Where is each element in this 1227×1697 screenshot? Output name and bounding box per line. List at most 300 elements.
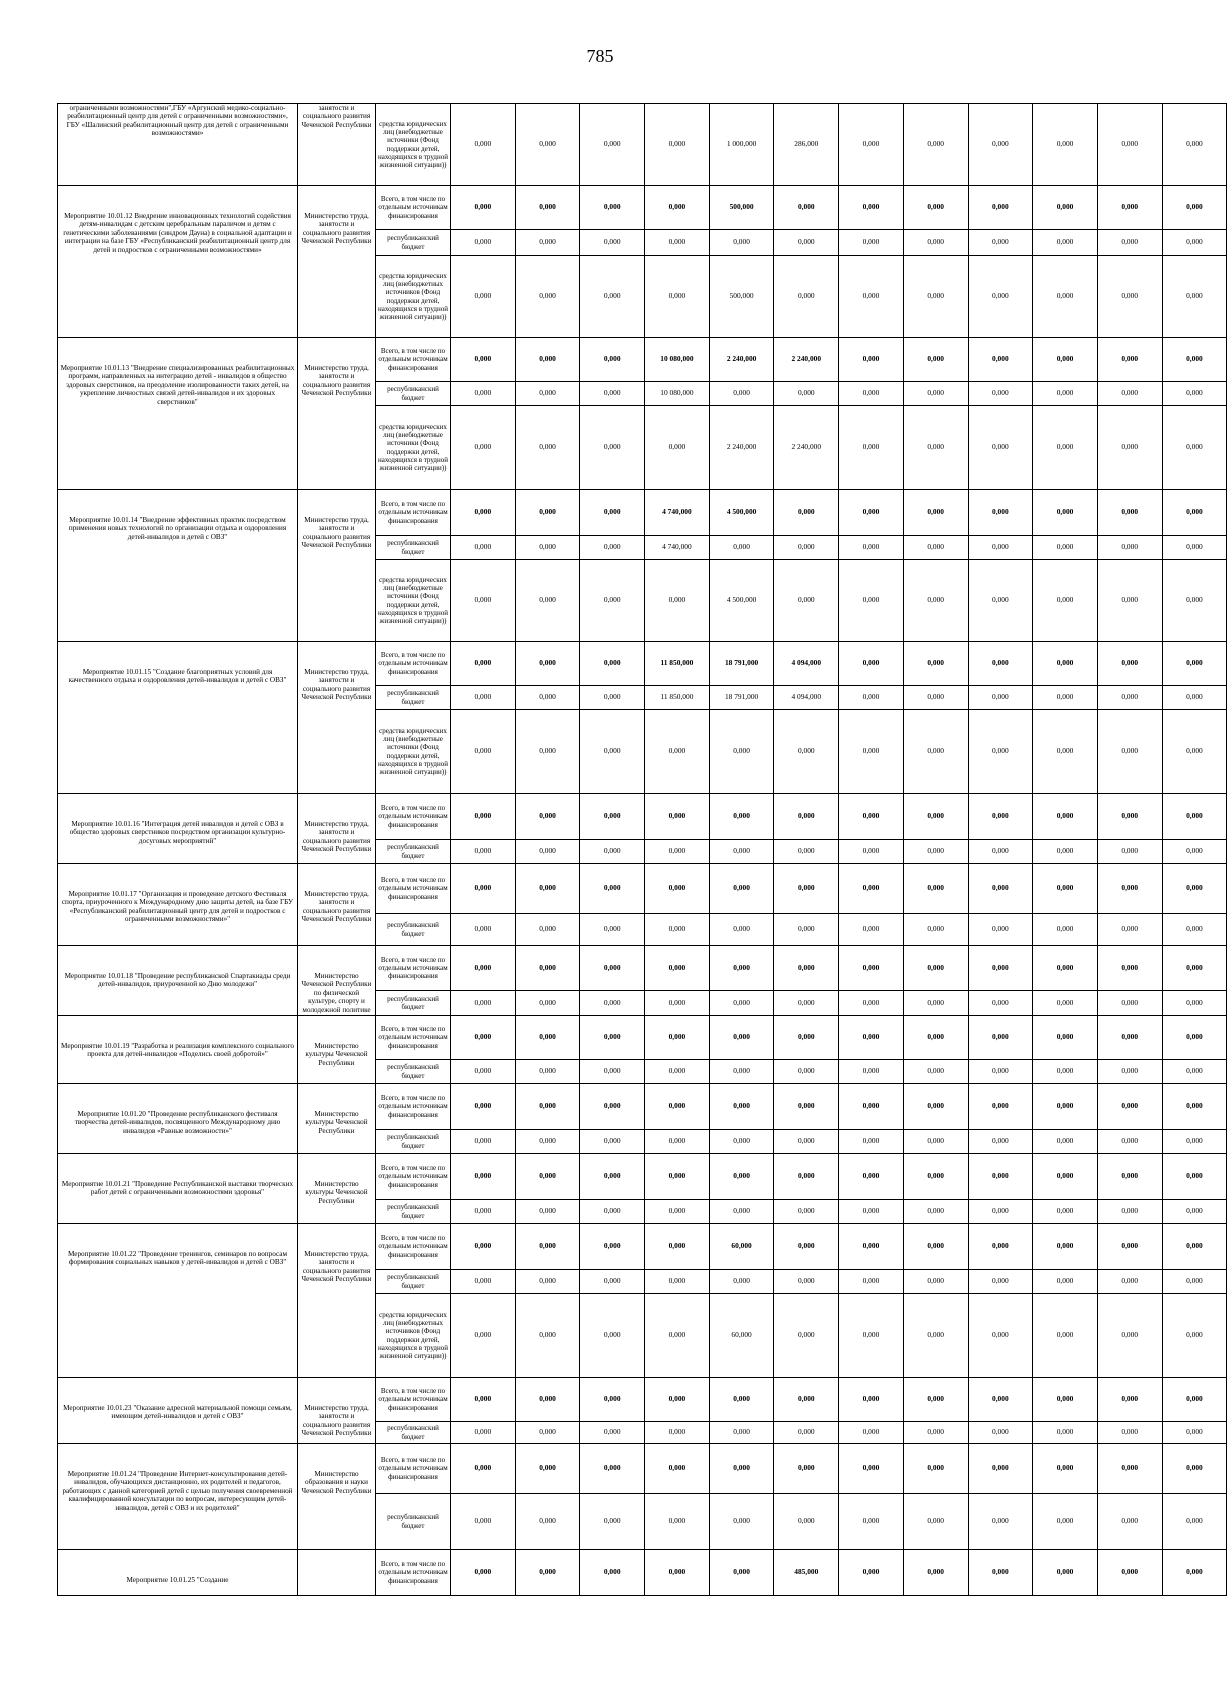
funding-source-cell: республиканский бюджет [376,382,451,406]
amount-cell: 0,000 [1162,914,1227,946]
amount-cell: 0,000 [968,1200,1033,1224]
amount-cell: 0,000 [1033,256,1098,338]
amount-cell: 0,000 [1097,1494,1162,1550]
amount-cell: 0,000 [968,104,1033,186]
measure-cell: Мероприятие 10.01.18 "Проведение республиканской Спартакиады среди детей-инвалидов, приуроченной ко Дню молодежи" [58,946,298,1016]
table-row [58,794,1227,840]
amount-cell: 0,000 [903,1294,968,1378]
amount-cell: 0,000 [774,1378,839,1422]
responsible-cell [298,1550,376,1596]
amount-cell: 0,000 [645,256,710,338]
amount-cell: 0,000 [968,256,1033,338]
amount-cell: 0,000 [968,946,1033,991]
amount-cell: 0,000 [1033,686,1098,710]
amount-cell: 0,000 [839,794,904,840]
amount-cell: 0,000 [968,1444,1033,1494]
amount-cell: 0,000 [451,1294,516,1378]
amount-cell: 0,000 [645,104,710,186]
amount-cell: 0,000 [645,914,710,946]
measure-cell: Мероприятие 10.01.20 "Проведение республиканского фестиваля творчества детей-инвалидов, посвященного Международному дню инвалидов «Равные возможности»" [58,1084,298,1154]
amount-cell: 0,000 [709,1494,774,1550]
amount-cell: 0,000 [515,914,580,946]
amount-cell: 0,000 [709,914,774,946]
funding-source-cell: Всего, в том числе по отдельным источникам финансирования [376,1550,451,1596]
amount-cell: 0,000 [968,1550,1033,1596]
amount-cell: 0,000 [774,186,839,230]
amount-cell: 0,000 [580,338,645,382]
amount-cell: 0,000 [1162,1224,1227,1270]
amount-cell: 0,000 [1097,642,1162,686]
amount-cell: 0,000 [709,1550,774,1596]
funding-source-cell: Всего, в том числе по отдельным источникам финансирования [376,490,451,536]
amount-cell: 0,000 [451,642,516,686]
amount-cell: 0,000 [1162,686,1227,710]
amount-cell: 0,000 [903,642,968,686]
amount-cell: 0,000 [645,864,710,914]
amount-cell: 0,000 [903,490,968,536]
amount-cell: 0,000 [515,1494,580,1550]
amount-cell: 4 094,000 [774,642,839,686]
amount-cell: 0,000 [839,946,904,991]
amount-cell: 0,000 [903,406,968,490]
amount-cell: 0,000 [515,794,580,840]
amount-cell: 0,000 [580,1084,645,1130]
amount-cell: 4 500,000 [709,490,774,536]
amount-cell: 0,000 [515,1270,580,1294]
amount-cell: 0,000 [515,338,580,382]
measure-cell: Мероприятие 10.01.19 "Разработка и реализация комплексного социального проекта для детей-инвалидов «Поделись своей добротой»" [58,1016,298,1084]
page-number: 785 [586,46,614,66]
amount-cell: 0,000 [774,1130,839,1154]
responsible-cell: Министерство труда, занятости и социального развития Чеченской Республики [298,338,376,490]
amount-cell: 0,000 [1097,1130,1162,1154]
amount-cell: 0,000 [709,1016,774,1060]
amount-cell: 0,000 [774,1084,839,1130]
amount-cell: 0,000 [1033,991,1098,1016]
amount-cell: 0,000 [451,914,516,946]
amount-cell: 0,000 [1162,642,1227,686]
amount-cell: 0,000 [968,1130,1033,1154]
amount-cell: 0,000 [515,946,580,991]
amount-cell: 0,000 [774,840,839,864]
amount-cell: 0,000 [451,1200,516,1224]
amount-cell: 0,000 [1097,1224,1162,1270]
amount-cell: 0,000 [903,382,968,406]
responsible-cell: Министерство труда, занятости и социального развития Чеченской Республики [298,642,376,794]
amount-cell: 0,000 [774,1200,839,1224]
amount-cell: 0,000 [580,794,645,840]
amount-cell: 0,000 [580,1224,645,1270]
funding-source-cell: республиканский бюджет [376,536,451,560]
amount-cell: 0,000 [839,104,904,186]
funding-source-cell: Всего, в том числе по отдельным источникам финансирования [376,864,451,914]
amount-cell: 0,000 [1033,382,1098,406]
funding-source-cell: Всего, в том числе по отдельным источникам финансирования [376,1016,451,1060]
responsible-cell: Министерство труда, занятости и социального развития Чеченской Республики [298,864,376,946]
amount-cell: 2 240,000 [774,338,839,382]
amount-cell: 0,000 [774,710,839,794]
amount-cell: 0,000 [839,560,904,642]
amount-cell: 0,000 [839,1378,904,1422]
amount-cell: 0,000 [709,382,774,406]
amount-cell: 0,000 [515,256,580,338]
amount-cell: 0,000 [1097,560,1162,642]
amount-cell: 0,000 [968,710,1033,794]
amount-cell: 0,000 [580,946,645,991]
amount-cell: 4 094,000 [774,686,839,710]
amount-cell: 0,000 [645,1444,710,1494]
amount-cell: 0,000 [903,1270,968,1294]
amount-cell: 60,000 [709,1224,774,1270]
amount-cell: 0,000 [839,406,904,490]
amount-cell: 0,000 [968,686,1033,710]
amount-cell: 0,000 [451,382,516,406]
amount-cell: 0,000 [968,914,1033,946]
funding-source-cell: Всего, в том числе по отдельным источникам финансирования [376,1444,451,1494]
amount-cell: 0,000 [839,1422,904,1444]
responsible-cell: Министерство культуры Чеченской Республики [298,1084,376,1154]
amount-cell: 0,000 [515,1200,580,1224]
amount-cell: 0,000 [709,1154,774,1200]
amount-cell: 0,000 [968,1016,1033,1060]
amount-cell: 0,000 [1162,382,1227,406]
amount-cell: 0,000 [774,1294,839,1378]
amount-cell: 0,000 [645,1270,710,1294]
responsible-cell: Министерство культуры Чеченской Республики [298,1154,376,1224]
amount-cell: 500,000 [709,186,774,230]
amount-cell: 0,000 [645,1060,710,1084]
amount-cell: 0,000 [645,560,710,642]
funding-source-cell: республиканский бюджет [376,1130,451,1154]
amount-cell: 0,000 [1097,1444,1162,1494]
amount-cell: 0,000 [645,406,710,490]
amount-cell: 0,000 [580,256,645,338]
amount-cell: 0,000 [903,230,968,256]
amount-cell: 0,000 [968,1378,1033,1422]
amount-cell: 0,000 [645,1200,710,1224]
amount-cell: 0,000 [1162,1444,1227,1494]
amount-cell: 0,000 [515,1422,580,1444]
amount-cell: 0,000 [1162,1154,1227,1200]
amount-cell: 0,000 [903,560,968,642]
amount-cell: 1 000,000 [709,104,774,186]
amount-cell: 0,000 [1097,1422,1162,1444]
amount-cell: 0,000 [903,104,968,186]
amount-cell: 0,000 [580,840,645,864]
amount-cell: 0,000 [1097,256,1162,338]
amount-cell: 0,000 [580,864,645,914]
amount-cell: 0,000 [903,946,968,991]
amount-cell: 0,000 [451,1494,516,1550]
amount-cell: 0,000 [515,230,580,256]
amount-cell: 0,000 [451,490,516,536]
amount-cell: 0,000 [1033,490,1098,536]
measure-cell: Мероприятие 10.01.23 "Оказание адресной материальной помощи семьям, имеющим детей-инвалидов и детей с ОВЗ" [58,1378,298,1444]
amount-cell: 0,000 [645,1154,710,1200]
amount-cell: 0,000 [774,946,839,991]
funding-source-cell: Всего, в том числе по отдельным источникам финансирования [376,1378,451,1422]
amount-cell: 0,000 [968,186,1033,230]
amount-cell: 0,000 [645,1130,710,1154]
amount-cell: 0,000 [515,710,580,794]
amount-cell: 500,000 [709,256,774,338]
amount-cell: 0,000 [451,710,516,794]
amount-cell: 0,000 [839,256,904,338]
table-row [58,1224,1227,1270]
amount-cell: 0,000 [645,840,710,864]
amount-cell: 0,000 [709,840,774,864]
amount-cell: 0,000 [968,642,1033,686]
amount-cell: 0,000 [580,1130,645,1154]
amount-cell: 0,000 [968,794,1033,840]
amount-cell: 0,000 [580,382,645,406]
amount-cell: 0,000 [451,186,516,230]
amount-cell: 0,000 [1162,1060,1227,1084]
responsible-cell: Министерство труда, занятости и социального развития Чеченской Республики [298,794,376,864]
amount-cell: 0,000 [903,1422,968,1444]
amount-cell: 0,000 [903,1494,968,1550]
amount-cell: 0,000 [580,642,645,686]
amount-cell: 0,000 [1033,1224,1098,1270]
amount-cell: 0,000 [968,536,1033,560]
amount-cell: 0,000 [903,864,968,914]
amount-cell: 0,000 [839,1294,904,1378]
amount-cell: 0,000 [1033,710,1098,794]
measure-cell: Мероприятие 10.01.16 "Интеграция детей инвалидов и детей с ОВЗ в общество здоровых сверстников посредством организации культурно-досуговых мероприятий" [58,794,298,864]
amount-cell: 0,000 [709,864,774,914]
measure-cell: Мероприятие 10.01.15 "Создание благоприятных условий для качественного отдыха и оздоровления детей-инвалидов и детей с ОВЗ" [58,642,298,794]
amount-cell: 0,000 [580,686,645,710]
amount-cell: 0,000 [645,1224,710,1270]
amount-cell: 4 500,000 [709,560,774,642]
amount-cell: 0,000 [1097,338,1162,382]
amount-cell: 0,000 [968,991,1033,1016]
table-row [58,946,1227,991]
funding-source-cell: республиканский бюджет [376,1270,451,1294]
table-row [58,490,1227,536]
funding-source-cell: Всего, в том числе по отдельным источникам финансирования [376,338,451,382]
amount-cell: 0,000 [1162,560,1227,642]
amount-cell: 0,000 [580,710,645,794]
amount-cell: 0,000 [515,1294,580,1378]
responsible-cell: Министерство образования и науки Чеченской Республики [298,1444,376,1550]
amount-cell: 0,000 [1097,946,1162,991]
amount-cell: 0,000 [580,186,645,230]
amount-cell: 0,000 [1033,1422,1098,1444]
amount-cell: 0,000 [1033,864,1098,914]
amount-cell: 0,000 [1097,382,1162,406]
amount-cell: 0,000 [968,406,1033,490]
funding-source-cell: республиканский бюджет [376,1422,451,1444]
amount-cell: 0,000 [968,1294,1033,1378]
amount-cell: 0,000 [1097,1378,1162,1422]
table-row [58,1016,1227,1060]
amount-cell: 0,000 [1162,1084,1227,1130]
responsible-cell: Министерство труда, занятости и социального развития Чеченской Республики [298,186,376,338]
amount-cell: 2 240,000 [709,406,774,490]
amount-cell: 0,000 [1033,1494,1098,1550]
table-row [58,1084,1227,1130]
amount-cell: 0,000 [1097,1060,1162,1084]
amount-cell: 0,000 [580,1422,645,1444]
amount-cell: 0,000 [839,686,904,710]
amount-cell: 0,000 [1097,840,1162,864]
amount-cell: 0,000 [1033,186,1098,230]
amount-cell: 0,000 [515,1378,580,1422]
funding-source-cell: средства юридических лиц (внебюджетные источники (Фонд поддержки детей, находящихся в трудной жизненной ситуации)) [376,710,451,794]
amount-cell: 0,000 [709,1270,774,1294]
measure-cell: Мероприятие 10.01.24 "Проведение Интернет-консультирования детей-инвалидов, обучающихся дистанционно, их родителей и педагогов, работающих с данной категорией детей с целью получения своевременной квалифицированной консультации по вопросам, интересующим детей-инвалидов, детей с ОВЗ и их родителей" [58,1444,298,1550]
amount-cell: 0,000 [451,536,516,560]
amount-cell: 0,000 [839,864,904,914]
amount-cell: 0,000 [1162,1270,1227,1294]
amount-cell: 0,000 [1097,104,1162,186]
amount-cell: 0,000 [1097,186,1162,230]
amount-cell: 0,000 [1162,840,1227,864]
amount-cell: 0,000 [580,230,645,256]
amount-cell: 0,000 [709,794,774,840]
amount-cell: 0,000 [451,840,516,864]
amount-cell: 0,000 [903,686,968,710]
amount-cell: 0,000 [968,1422,1033,1444]
amount-cell: 0,000 [515,642,580,686]
amount-cell: 0,000 [451,864,516,914]
amount-cell: 0,000 [1033,794,1098,840]
amount-cell: 0,000 [580,406,645,490]
table-row [58,1550,1227,1596]
responsible-cell: Министерство культуры Чеченской Республики [298,1016,376,1084]
amount-cell: 0,000 [903,710,968,794]
amount-cell: 4 740,000 [645,536,710,560]
amount-cell: 11 850,000 [645,686,710,710]
measure-cell: ограниченными возможностями",ГБУ «Аргунский медико-социально-реабилитационный центр для детей с ограниченными возможностями», ГБУ «Шалинский реабилитационный центр для детей с ограниченными возможностями» [58,104,298,186]
amount-cell: 0,000 [968,560,1033,642]
amount-cell: 0,000 [903,794,968,840]
amount-cell: 0,000 [1033,642,1098,686]
funding-source-cell: республиканский бюджет [376,1494,451,1550]
amount-cell: 0,000 [1162,1200,1227,1224]
table-row [58,642,1227,686]
amount-cell: 0,000 [515,490,580,536]
amount-cell: 0,000 [839,1016,904,1060]
funding-source-cell: республиканский бюджет [376,840,451,864]
amount-cell: 0,000 [1033,1200,1098,1224]
amount-cell: 0,000 [580,1378,645,1422]
funding-source-cell: Всего, в том числе по отдельным источникам финансирования [376,1224,451,1270]
amount-cell: 0,000 [1162,1130,1227,1154]
amount-cell: 0,000 [839,338,904,382]
amount-cell: 0,000 [709,1422,774,1444]
amount-cell: 0,000 [1033,1084,1098,1130]
amount-cell: 0,000 [451,686,516,710]
funding-source-cell: средства юридических лиц (внебюджетные источники (Фонд поддержки детей, находящихся в трудной жизненной ситуации)) [376,406,451,490]
responsible-cell: Министерство труда, занятости и социального развития Чеченской Республики [298,1224,376,1378]
funding-source-cell: средства юридических лиц (внебюджетные источники (Фонд поддержки детей, находящихся в трудной жизненной ситуации)) [376,560,451,642]
amount-cell: 0,000 [968,840,1033,864]
amount-cell: 0,000 [1033,104,1098,186]
amount-cell: 0,000 [645,1422,710,1444]
amount-cell: 0,000 [774,1154,839,1200]
amount-cell: 4 740,000 [645,490,710,536]
table-row [58,104,1227,186]
amount-cell: 0,000 [515,1154,580,1200]
amount-cell: 0,000 [1033,840,1098,864]
amount-cell: 0,000 [839,1084,904,1130]
amount-cell: 0,000 [903,1444,968,1494]
amount-cell: 18 791,000 [709,686,774,710]
amount-cell: 0,000 [839,1494,904,1550]
amount-cell: 0,000 [839,490,904,536]
amount-cell: 0,000 [968,1224,1033,1270]
amount-cell: 0,000 [1097,864,1162,914]
table-row [58,338,1227,382]
amount-cell: 0,000 [451,1270,516,1294]
amount-cell: 0,000 [1162,1494,1227,1550]
amount-cell: 0,000 [968,490,1033,536]
amount-cell: 0,000 [1033,1550,1098,1596]
amount-cell: 0,000 [1097,490,1162,536]
amount-cell: 0,000 [1162,1378,1227,1422]
amount-cell: 0,000 [903,1154,968,1200]
amount-cell: 0,000 [1097,1270,1162,1294]
table-row [58,864,1227,914]
amount-cell: 0,000 [645,1084,710,1130]
measure-cell: Мероприятие 10.01.22 "Проведение тренингов, семинаров по вопросам формирования социальных навыков у детей-инвалидов и детей с ОВЗ" [58,1224,298,1378]
amount-cell: 0,000 [903,1060,968,1084]
amount-cell: 0,000 [1162,991,1227,1016]
amount-cell: 0,000 [451,1084,516,1130]
amount-cell: 0,000 [774,490,839,536]
amount-cell: 0,000 [515,1444,580,1494]
amount-cell: 0,000 [451,1224,516,1270]
amount-cell: 485,000 [774,1550,839,1596]
amount-cell: 0,000 [903,256,968,338]
amount-cell: 0,000 [1033,1378,1098,1422]
amount-cell: 0,000 [1033,1444,1098,1494]
amount-cell: 0,000 [451,1422,516,1444]
responsible-cell: занятости и социального развития Чеченской Республики [298,104,376,186]
amount-cell: 0,000 [580,1060,645,1084]
amount-cell: 0,000 [903,1550,968,1596]
amount-cell: 0,000 [451,1130,516,1154]
amount-cell: 0,000 [774,560,839,642]
amount-cell: 0,000 [515,1130,580,1154]
amount-cell: 0,000 [839,1550,904,1596]
amount-cell: 0,000 [1162,1016,1227,1060]
amount-cell: 0,000 [774,1224,839,1270]
amount-cell: 0,000 [774,1060,839,1084]
amount-cell: 0,000 [451,991,516,1016]
amount-cell: 0,000 [709,1130,774,1154]
funding-source-cell: средства юридических лиц (внебюджетных источников (Фонд поддержки детей, находящихся в трудной жизненной ситуации)) [376,256,451,338]
amount-cell: 0,000 [1162,1294,1227,1378]
amount-cell: 0,000 [451,104,516,186]
amount-cell: 0,000 [1162,1422,1227,1444]
amount-cell: 0,000 [1033,1130,1098,1154]
amount-cell: 0,000 [839,914,904,946]
amount-cell: 0,000 [774,914,839,946]
amount-cell: 0,000 [1097,230,1162,256]
funding-source-cell: республиканский бюджет [376,1200,451,1224]
amount-cell: 0,000 [1162,794,1227,840]
amount-cell: 0,000 [774,382,839,406]
amount-cell: 10 080,000 [645,338,710,382]
responsible-cell: Министерство труда, занятости и социального развития Чеченской Республики [298,490,376,642]
amount-cell: 0,000 [774,1494,839,1550]
amount-cell: 0,000 [645,991,710,1016]
table-row [58,186,1227,230]
amount-cell: 0,000 [903,1200,968,1224]
